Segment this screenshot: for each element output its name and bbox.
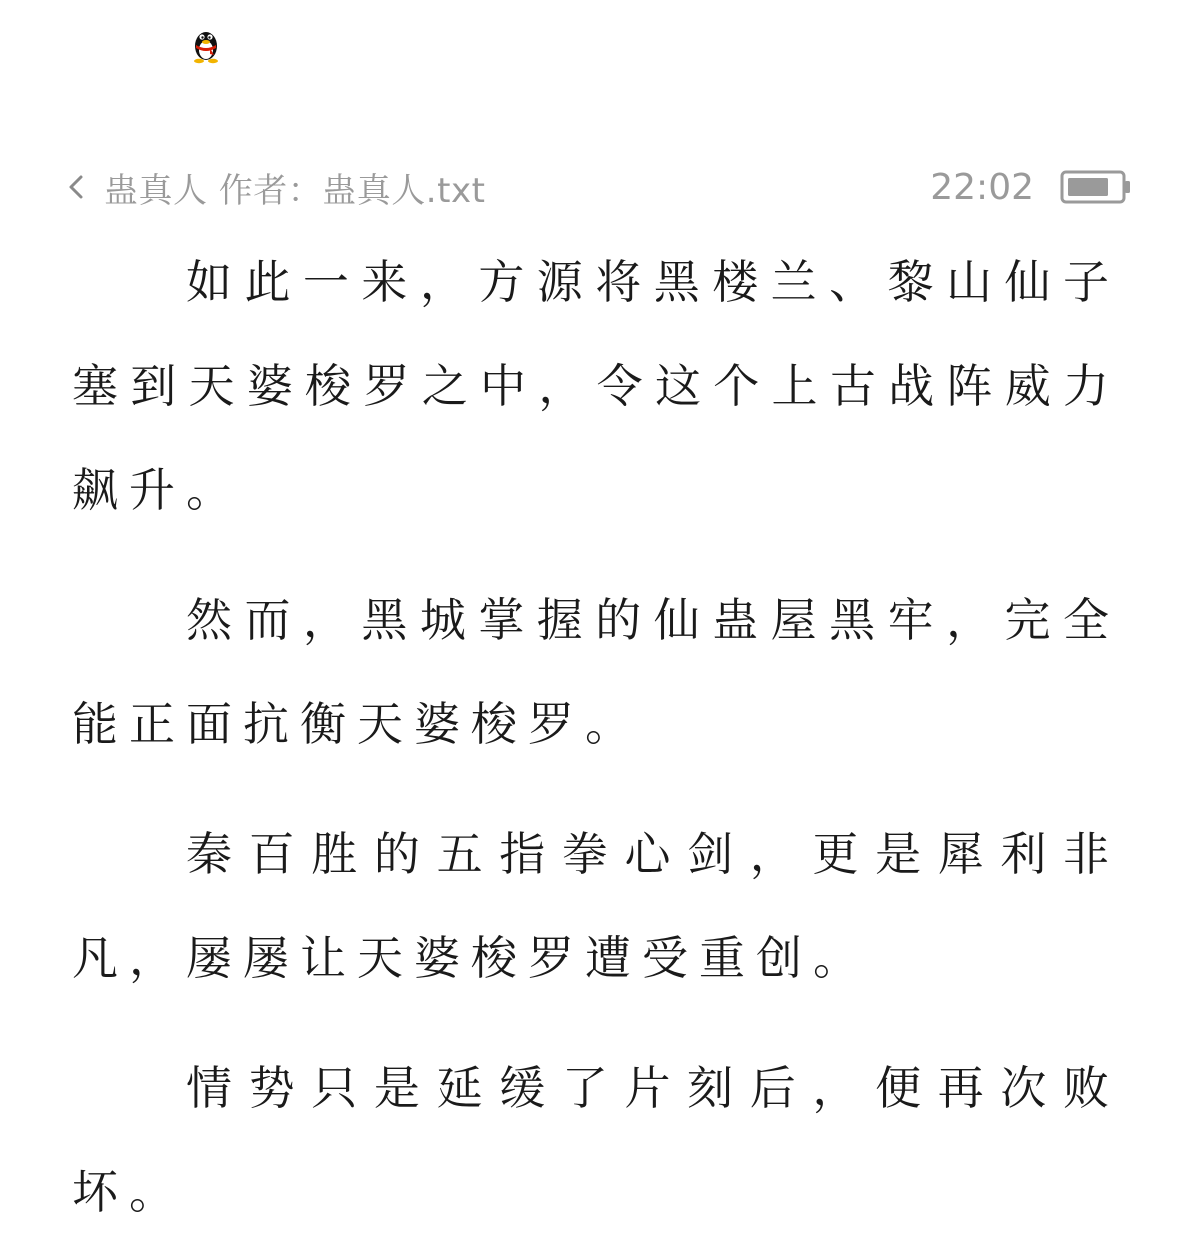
book-title: 蛊真人 作者：蛊真人.txt bbox=[104, 170, 486, 211]
clock: 22:02 bbox=[930, 166, 1034, 208]
reader-header bbox=[60, 160, 1132, 214]
penguin-icon bbox=[188, 24, 224, 64]
back-button[interactable] bbox=[60, 163, 485, 212]
status-area bbox=[930, 167, 1132, 208]
chevron-left-icon bbox=[60, 170, 90, 204]
paragraph: 如此一来，方源将黑楼兰、黎山仙子塞到天婆梭罗之中，令这个上古战阵威力飙升。 bbox=[72, 255, 1120, 517]
paragraph: 然而，黑城掌握的仙蛊屋黑牢，完全能正面抗衡天婆梭罗。 bbox=[72, 593, 1120, 751]
paragraph: 秦百胜的五指拳心剑，更是犀利非凡，屡屡让天婆梭罗遭受重创。 bbox=[72, 827, 1120, 985]
paragraph: 情势只是延缓了片刻后，便再次败坏。 bbox=[72, 1061, 1120, 1219]
reading-content bbox=[72, 230, 1120, 1244]
battery-icon bbox=[1060, 169, 1132, 205]
